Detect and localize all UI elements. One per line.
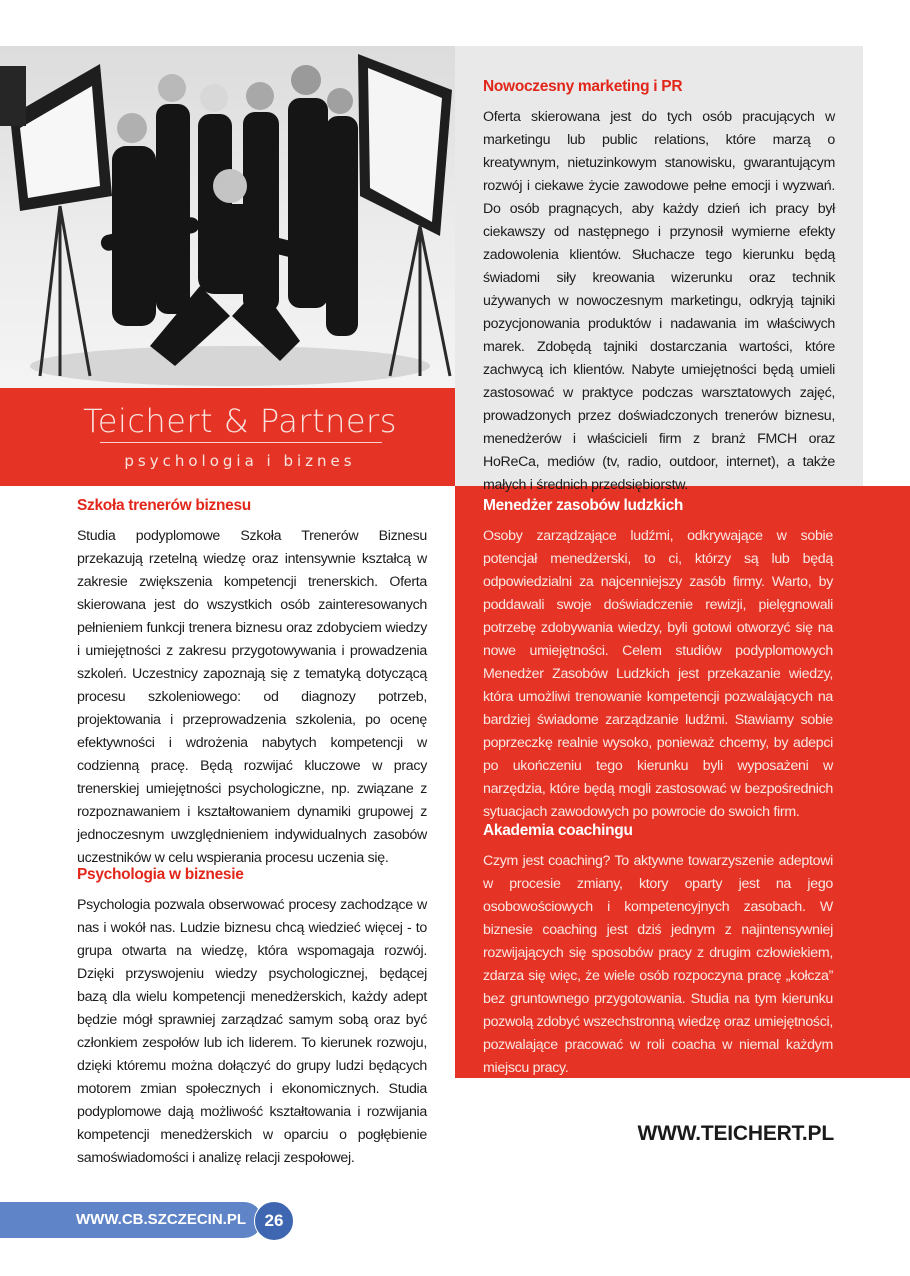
section-psychology-text: Psychologia pozwala obserwować procesy zachodzące w nas i wokół nas. Ludzie biznesu chcą wiedzieć więcej - to grupa otwarta na wiedzę, która wspomagaja rozwój. Dzięki przyswojeniu wiedzy psychologicznej, będącej bazą dla wielu kompetencji menedżerskich, każdy adept będzie mógł sprawniej zarządzać samym sobą oraz być członkiem zespołów lub ich liderem. To kierunek rozwoju, dzięki któremu można dołączyć do grupy ludzi będących motorem zmian społecznych i ekonomicznych. Studia podyplomowe dają możliwość kształtowania i rozwijania kompetencji menedżerskich w oparciu o pogłębienie samoświadomości i analizę relacji zespołowej.: [77, 897, 427, 1166]
footer-url[interactable]: WWW.CB.SZCZECIN.PL: [76, 1211, 246, 1228]
brand-logo-name: Teichert & Partners: [83, 402, 397, 440]
section-hr: [483, 497, 833, 824]
section-marketing: [483, 78, 835, 497]
section-trainers-text: Studia podyplomowe Szkoła Trenerów Biznesu przekazują rzetelną wiedzę oraz intensywnie kształcą w zakresie zwiększenia kompetencji trenerskich. Oferta skierowana jest do wszystkich osób zainteresowanych pełnieniem funkcji trenera biznesu oraz zdobyciem wiedzy i umiejętności z zakresu przygotowywania i prowadzenia szkoleń. Uczestnicy zapoznają się z tematyką dotyczącą procesu szkoleniowego: od diagnozy potrzeb, projektowania i przeprowadzenia szkolenia, po ocenę efektywności i wdrożenia nabytych kompetencji w codzienną pracę. Będą rozwijać kluczowe w pracy trenerskiej umiejętności psychologiczne, np. związane z rozpoznawaniem i kształtowaniem dynamiki grupowej z jednoczesnym uwzględnieniem indywidualnych zasobów uczestników w celu wspierania procesu uczenia się.: [77, 528, 427, 866]
website-link[interactable]: WWW.TEICHERT.PL: [637, 1122, 834, 1145]
section-coaching-text: Czym jest coaching? To aktywne towarzyszenie adeptowi w procesie zmiany, ktory oparty jest na jego osobowościowych i kompetencyjnych zasobach. W biznesie coaching jest dziś jednym z najintensywniej rozwijających się sposobów pracy z drugim człowiekiem, zdarza się więc, że wiele osób rozpoczyna pracę „kołcza” bez gruntownego przygotowania. Studia na tym kierunku pozwolą zdobyć wszechstronną wiedzę oraz umiejętności, pozwalające pracować w roli coacha w niemal każdym miejscu pracy.: [483, 853, 833, 1076]
team-members: [99, 65, 358, 366]
section-coaching: [483, 822, 833, 1080]
section-psychology: [77, 866, 427, 1170]
section-trainers-title: Szkoła trenerów biznesu: [77, 497, 251, 514]
section-psychology-title: Psychologia w biznesie: [77, 866, 244, 883]
brand-logo-divider: [100, 442, 382, 443]
section-marketing-text: Oferta skierowana jest do tych osób pracujących w marketingu lub public relations, które marzą o kreatywnym, nietuzinkowym stanowisku, gwarantującym rozwój i ciekawe życie zawodowe pełne emocji i wyzwań. Do osób pragnących, aby każdy dzień ich pracy był ciekawszy od następnego i przynosił wymierne efekty zadowolenia klientów. Słuchacze tego kierunku będą świadomi siły kreowania wizerunku oraz technik używanych w nowoczesnym marketingu, odkryją tajniki pozycjonowania produktów i nadawania im właściwych marek. Zdobędą tajniki dostarczania wartości, które zachwycą ich klientów. Nabyte umiejętności będą umieli zastosować w praktyce podczas warsztatowych zajęć, prowadzonych przez doświadczonych trenerów biznesu, menedżerów i właścicieli firm z branż FMCH oraz HoReCa, mediów (tv, radio, outdoor, internet), a także małych i średnich przedsiębiorstw.: [483, 109, 835, 493]
section-hr-text: Osoby zarządzające ludźmi, odkrywające w sobie potencjał menedżerski, to ci, którzy są lub będą odpowiedzialni za najcenniejszy zasób firmy. Warto, by poddawali swoje doświadczenie rewizji, pielęgnowali potrzebę zdobywania wiedzy, byli gotowi otworzyć się na nowe umiejętności. Celem studiów podyplomowych Menedżer Zasobów Ludzkich jest przekazanie wiedzy, która umożliwi trenowanie kompetencji pozwalających na bardziej świadome zarządzanie ludźmi. Stawiamy sobie poprzeczkę realnie wysoko, ponieważ chcemy, by adepci po ukończeniu tego kierunku byli wyposażeni w narzędzia, które będą mogli zastosować w bezpośrednich sytuacjach zawodowych po powrocie do swoich firm.: [483, 528, 833, 820]
section-trainers: [77, 497, 427, 870]
section-hr-title: Menedżer zasobów ludzkich: [483, 497, 684, 514]
section-coaching-title: Akademia coachingu: [483, 822, 633, 839]
team-photo: [0, 46, 455, 388]
team-photo-illustration: [0, 46, 455, 388]
brand-panel: [0, 388, 455, 486]
page-number: 26: [254, 1201, 294, 1241]
softbox-left: [0, 64, 112, 376]
brand-logo-tagline: psychologia i biznes: [124, 452, 356, 470]
softbox-right: [358, 54, 452, 376]
section-marketing-title: Nowoczesny marketing i PR: [483, 78, 683, 95]
